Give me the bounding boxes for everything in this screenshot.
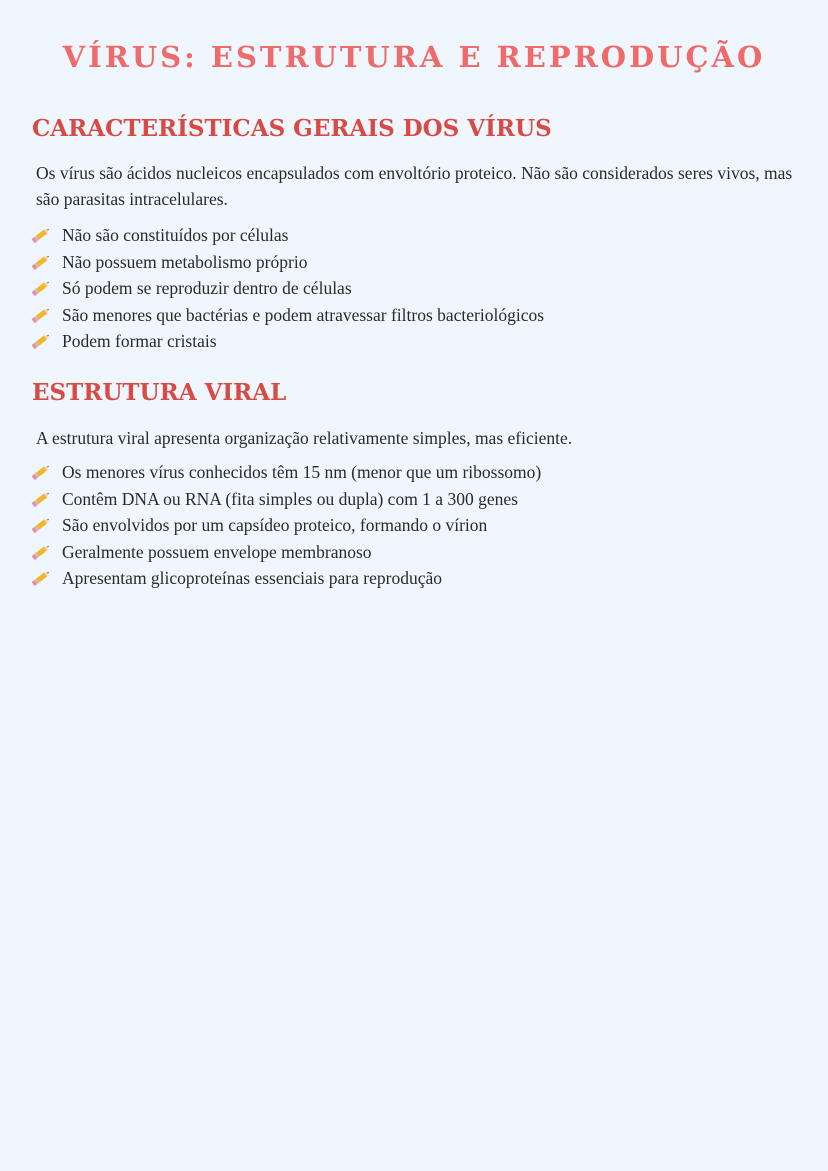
list-item-text: Só podem se reproduzir dentro de células xyxy=(62,278,352,298)
pencil-icon xyxy=(30,568,52,588)
pencil-icon xyxy=(30,489,52,509)
list-item-text: Apresentam glicoproteínas essenciais para reprodução xyxy=(62,568,442,588)
list-item xyxy=(30,328,544,355)
pencil-icon xyxy=(30,515,52,535)
list-item xyxy=(30,222,544,249)
section-intro-structure: A estrutura viral apresenta organização relativamente simples, mas eficiente. xyxy=(36,428,573,448)
list-item-text: Os menores vírus conhecidos têm 15 nm (menor que um ribossomo) xyxy=(62,462,542,482)
list-item xyxy=(30,275,544,302)
list-item xyxy=(30,512,541,539)
pencil-icon xyxy=(30,331,52,351)
list-item xyxy=(30,565,541,592)
list-item xyxy=(30,302,544,329)
pencil-icon xyxy=(30,225,52,245)
list-item xyxy=(30,539,541,566)
pencil-icon xyxy=(30,252,52,272)
list-item-text: Não são constituídos por células xyxy=(62,225,289,245)
bullet-list-general xyxy=(30,222,544,355)
list-item-text: Contêm DNA ou RNA (fita simples ou dupla) com 1 a 300 genes xyxy=(62,488,518,509)
pencil-icon xyxy=(30,278,52,298)
list-item xyxy=(30,486,541,513)
list-item-text: São menores que bactérias e podem atravessar filtros bacteriológicos xyxy=(62,304,545,325)
list-item-text: Geralmente possuem envelope membranoso xyxy=(62,541,372,562)
list-item-text: Podem formar cristais xyxy=(62,331,217,351)
list-item xyxy=(30,459,541,486)
section-intro-general: Os vírus são ácidos nucleicos encapsulados com envoltório proteico. Não são considerados seres vivos, mas são parasitas intracelulares. xyxy=(36,163,793,209)
section-heading-structure: ESTRUTURA VIRAL xyxy=(32,379,287,406)
list-item-text: São envolvidos por um capsídeo proteico, formando o vírion xyxy=(62,515,488,535)
list-item-text: Não possuem metabolismo próprio xyxy=(62,251,308,272)
pencil-icon xyxy=(30,462,52,482)
section-heading-general: CARACTERÍSTICAS GERAIS DOS VÍRUS xyxy=(32,115,552,142)
page-title: VÍRUS: ESTRUTURA E REPRODUÇÃO xyxy=(62,40,766,74)
list-item xyxy=(30,249,544,276)
bullet-list-structure xyxy=(30,459,541,592)
pencil-icon xyxy=(30,305,52,325)
pencil-icon xyxy=(30,542,52,562)
